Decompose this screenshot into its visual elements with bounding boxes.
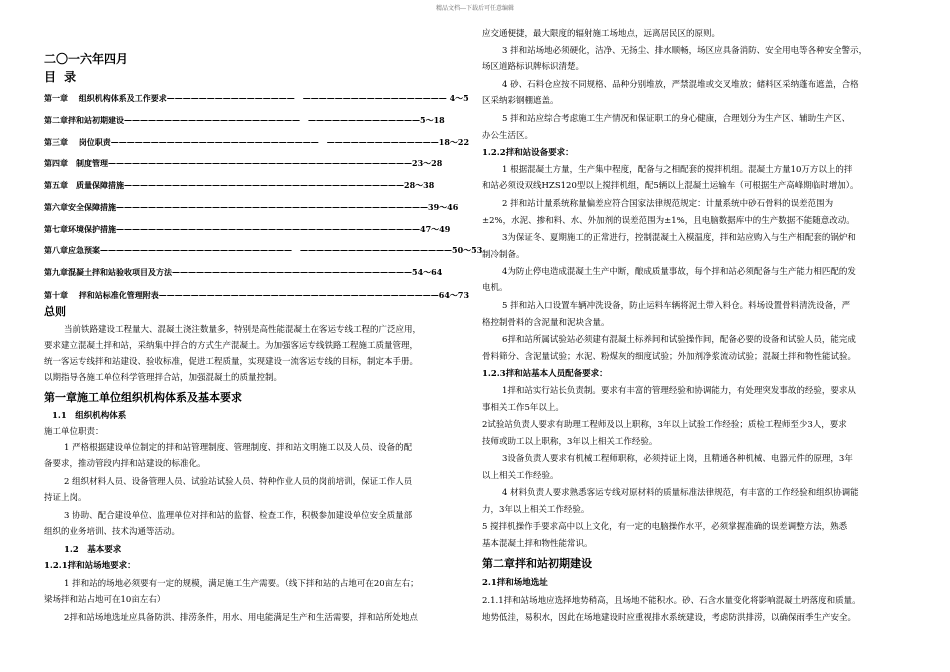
paragraph-line: 区采纳彩钢棚遮盖。 xyxy=(482,96,559,106)
toc-title: 目 录 xyxy=(44,70,79,84)
section-1-2-2-heading: 1.2.2拌和站设备要求： xyxy=(482,148,574,158)
paragraph-line: 2试验站负责人要求有助理工程师及以上职称，3年以上试验工作经验；质检工程师至少3人，要求 xyxy=(482,420,847,430)
paragraph-line: 4 砂、石料仓应按不同规格、品种分别堆放，严禁混堆或交叉堆放；储料区采纳蓬布遮盖，合格 xyxy=(502,80,859,90)
paragraph-line: 2拌和站场地选址应具备防洪、排涝条件，用水、用电能满足生产和生活需要，拌和站所处地点 xyxy=(64,613,418,623)
toc-entry-ch5[interactable]: 第五章 质量保障措施———————————————————————————————————28～38 xyxy=(44,180,435,190)
summary-line: 以期指导各施工单位科学管理拌合站，加强混凝土的质量控制。 xyxy=(44,373,283,383)
paragraph-line: 施工单位职责： xyxy=(44,427,104,437)
paragraph-line: 4为防止停电造成混凝土生产中断，酿成质量事故，每个拌和站必须配备与生产能力相匹配的发 xyxy=(502,267,856,277)
chapter-1-title: 第一章施工单位组织机构体系及基本要求 xyxy=(44,391,242,404)
paragraph-line: 2 组织材料人员、设备管理人员、试验站试验人员、特种作业人员的岗前培训，保证工作人员 xyxy=(64,477,413,487)
paragraph-line: 电机。 xyxy=(482,283,508,293)
section-1-2-heading: 1.2 基本要求 xyxy=(64,545,122,555)
toc-entry-ch2[interactable]: 第二章拌和站初期建设—————————————————————— ——————————————5～18 xyxy=(44,115,445,125)
paragraph-line: 5 拌和站应综合考虑施工生产情况和保证职工的身心健康，合理划分为生产区、辅助生产区、 xyxy=(502,114,851,124)
paragraph-line: 2.1.1拌和站场地应选择地势稍高，且场地不能积水。砂、石含水量变化将影响混凝土坍落度和质量。 xyxy=(482,596,861,606)
summary-line: 要求建立混凝土拌和站，采纳集中拌合的方式生产混凝土。为加强客运专线铁路工程施工质量管理， xyxy=(44,341,419,351)
section-1-2-3-heading: 1.2.3拌和站基本人员配备要求： xyxy=(482,369,608,379)
paragraph-line: 和站必须设双线HZS120型以上搅拌机组，配5辆以上混凝土运输车（可根据生产高峰期临时增加）。 xyxy=(482,181,859,191)
toc-entry-ch6[interactable]: 第六章安全保障措施———————————————————————————————————————39～46 xyxy=(44,202,459,212)
paragraph-line: 备要求，推动管段内拌和站建设的标准化。 xyxy=(44,459,206,469)
paragraph-line: 3设备负责人要求有机械工程师职称，必须持证上岗，且精通各种机械、电器元件的原理，3年 xyxy=(502,454,853,464)
paragraph-line: 技师或助工以上职称，3年以上相关工作经验。 xyxy=(482,437,658,447)
toc-entry-ch10[interactable]: 第十章 拌和站标准化管理附表———————————————————————————————————64～73 xyxy=(44,290,470,300)
paragraph-line: 5 搅拌机操作手要求高中以上文化，有一定的电脑操作水平，必须掌握准确的误差调整方法，熟悉 xyxy=(482,522,848,532)
paragraph-line: 1拌和站实行站长负责制。要求有丰富的管理经验和协调能力，有处理突发事故的经验，要求从 xyxy=(502,386,856,396)
paragraph-line: 格控制骨料的含泥量和泥块含量。 xyxy=(482,318,610,328)
paragraph-line: 3 拌和站场地必须硬化，洁净、无扬尘、排水顺畅，场区应具备消防、安全用电等各种安全警示， xyxy=(502,46,868,56)
toc-entry-ch1[interactable]: 第一章 组织机构体系及工作要求———————————————— —————————————————— 4～5 xyxy=(44,93,469,103)
paragraph-line: 梁场拌和站占地可在10亩左右） xyxy=(44,595,166,605)
toc-entry-ch3[interactable]: 第三章 岗位职责—————————————————————————— ——————————————18～22 xyxy=(44,137,470,147)
chapter-2-title: 第二章拌和站初期建设 xyxy=(482,557,592,570)
summary-title: 总则 xyxy=(44,305,66,318)
paragraph-line: 2 拌和站计量系统称量偏差应符合国家法律规范规定：计量系统中砂石骨料的误差范围为 xyxy=(502,199,834,209)
paragraph-line: 6拌和站所属试验站必须建有混凝土标养间和试验操作间，配备必要的设备和试验人员，能完成 xyxy=(502,335,856,345)
paragraph-line: 组织的业务培训、技术沟通等活动。 xyxy=(44,527,181,537)
paragraph-line: 基本混凝土拌和物性能常识。 xyxy=(482,539,593,549)
paragraph-line: 应交通便捷，最大限度的辐射施工场地点，远离居民区的原则。 xyxy=(482,29,721,39)
document-date: 二〇一六年四月 xyxy=(44,52,129,66)
paragraph-line: 1 拌和站的场地必须要有一定的规模，满足施工生产需要。（线下拌和站的占地可在20亩左右； xyxy=(64,579,419,589)
paragraph-line: 事相关工作5年以上。 xyxy=(482,403,564,413)
summary-line: 统一客运专线拌和站建设、验收标准，促进工程质量，实现建设一流客运专线的目标，制定本手册。 xyxy=(44,357,419,367)
paragraph-line: 持证上岗。 xyxy=(44,493,87,503)
paragraph-line: 1 根据混凝土方量，生产集中程度，配备与之相配套的搅拌机组。混凝土方量10万方以上的拌 xyxy=(502,165,853,175)
toc-entry-ch9[interactable]: 第九章混凝土拌和站验收项目及方法——————————————————————————————54～64 xyxy=(44,267,443,277)
paragraph-line: 5 拌和站入口设置车辆冲洗设备，防止运料车辆将泥土带入料仓。料场设置骨料清洗设备，严 xyxy=(502,301,851,311)
paragraph-line: 办公生活区。 xyxy=(482,131,534,141)
toc-entry-ch7[interactable]: 第七章环境保护措施——————————————————————————————————————47～49 xyxy=(44,224,451,234)
paragraph-line: 制冷制备。 xyxy=(482,250,525,260)
paragraph-line: 1 严格根据建设单位制定的拌和站管理制度、管理制度、拌和站文明施工以及人员、设备的配 xyxy=(64,443,413,453)
paragraph-line: 力，3年以上相关工作经验。 xyxy=(482,505,590,515)
toc-entry-ch4[interactable]: 第四章 制度管理——————————————————————————————————————23～28 xyxy=(44,158,443,168)
section-2-1-heading: 2.1拌和场地选址 xyxy=(482,578,548,588)
paragraph-line: 骨料筛分、含泥量试验；水泥、粉煤灰的细度试验；外加剂净浆流动试验；混凝土拌和物性能试验。 xyxy=(482,352,857,362)
section-1-1-heading: 1.1 组织机构体系 xyxy=(52,411,127,421)
paragraph-line: ±2%，水泥、掺和料、水、外加剂的误差范围为±1%，且电脑数据库中的生产数据不能随意改动。 xyxy=(482,216,855,226)
section-1-2-1-heading: 1.2.1拌和站场地要求： xyxy=(44,561,136,571)
paragraph-line: 场区道路标识牌标识清楚。 xyxy=(482,62,585,72)
watermark: 精品文档---下载后可任意编辑 xyxy=(435,5,515,12)
paragraph-line: 3 协助、配合建设单位、监理单位对拌和站的监督、检查工作，积极参加建设单位安全质量部 xyxy=(64,511,413,521)
paragraph-line: 以上相关工作经验。 xyxy=(482,471,559,481)
paragraph-line: 4 材料负责人要求熟悉客运专线对原材料的质量标准法律规范，有丰富的工作经验和组织协调能 xyxy=(502,488,859,498)
toc-entry-ch8[interactable]: 第八章应急预案———————————————————————— ———————————————————50～53 xyxy=(44,245,483,255)
paragraph-line: 3为保证冬、夏期施工的正常进行，控制混凝土入模温度，拌和站应购入与生产相配套的锅炉和 xyxy=(502,233,856,243)
paragraph-line: 地势低洼，易积水，因此在场地建设时应重视排水系统建设，考虑防洪排涝，以确保雨季生产安全。 xyxy=(482,613,857,623)
summary-line: 当前铁路建设工程量大、混凝土浇注数量多，特别是高性能混凝土在客运专线工程的广泛应用， xyxy=(64,325,422,335)
